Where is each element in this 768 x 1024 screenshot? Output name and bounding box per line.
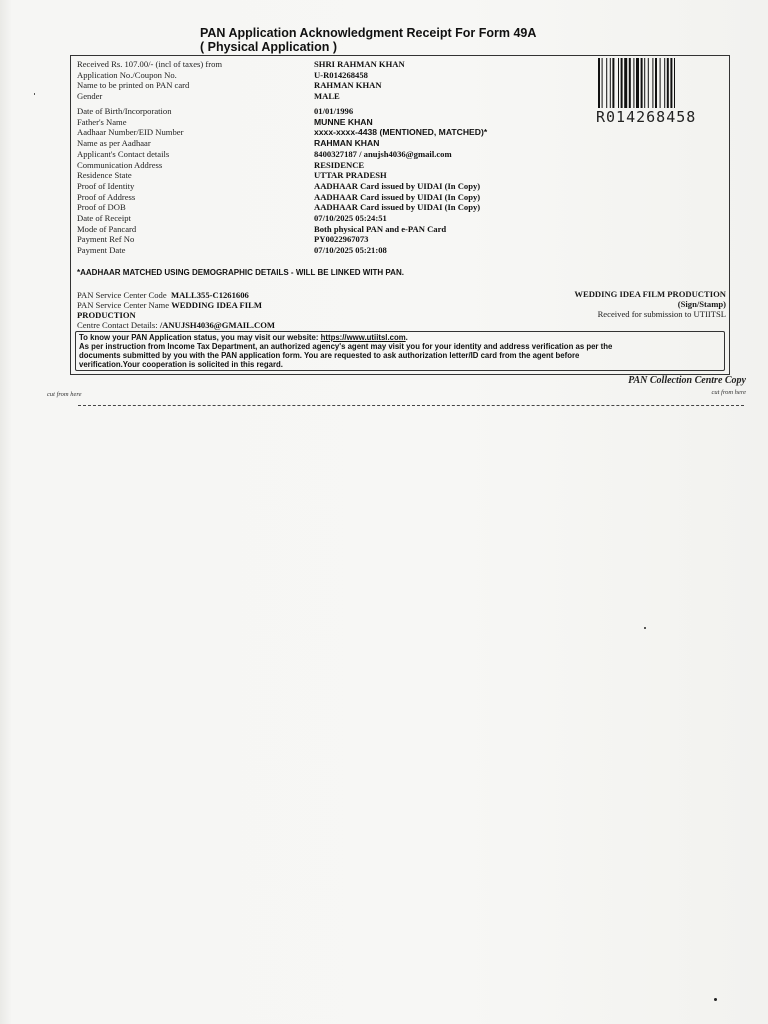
- speck-mark: [714, 998, 717, 1001]
- info-text: [79, 333, 719, 369]
- barcode-bar: [655, 58, 657, 108]
- barcode-bar: [610, 58, 611, 108]
- speck-mark: [34, 93, 35, 95]
- barcode-bar: [606, 58, 607, 108]
- value-gender: MALE: [314, 91, 340, 102]
- barcode-number: R014268458: [596, 108, 697, 126]
- value-aadhaar-number: xxxx-xxxx-4438 (MENTIONED, MATCHED)*: [314, 127, 488, 138]
- label-received: Received Rs. 107.00/- (incl of taxes) from: [77, 59, 223, 69]
- value-dob: 01/01/1996: [314, 106, 354, 117]
- receipt-title: [200, 26, 536, 54]
- barcode-bar: [660, 58, 661, 108]
- value-received: SHRI RAHMAN KHAN: [314, 59, 405, 69]
- barcode-bar: [636, 58, 639, 108]
- cut-here-left: cut from here: [47, 391, 82, 398]
- contact-value: /ANUJSH4036@GMAIL.COM: [159, 320, 276, 330]
- barcode-bar: [644, 58, 645, 108]
- cut-line: [78, 405, 744, 406]
- barcode-bar: [652, 58, 653, 108]
- label-contact: Applicant's Contact details: [77, 148, 170, 159]
- label-gender: Gender: [77, 91, 103, 102]
- value-contact: 8400327187 / anujsh4036@gmail.com: [314, 148, 452, 159]
- copy-label: PAN Collection Centre Copy: [628, 375, 746, 386]
- barcode-bar: [667, 58, 669, 108]
- value-proof-address: AADHAAR Card issued by UIDAI (In Copy): [314, 191, 481, 202]
- value-payment-ref: PY0022967073: [314, 234, 369, 245]
- label-father-name: Father's Name: [77, 116, 127, 127]
- info-line-3: documents submitted by you with the PAN application form. You are requested to ask authorization letter/ID card from the agent before: [79, 351, 580, 360]
- stamp-sign: (Sign/Stamp): [677, 299, 726, 309]
- stamp-received: Received for submission to UTIITSL: [597, 309, 726, 319]
- barcode-bar: [598, 58, 600, 108]
- barcode-bar: [618, 58, 619, 108]
- field-labels: [77, 59, 222, 256]
- info-line-1: To know your PAN Application status, you may visit our website:: [79, 333, 319, 342]
- info-line-4: verification.Your cooperation is solicited in this regard.: [79, 360, 283, 369]
- barcode-bar: [624, 58, 627, 108]
- service-code-label: PAN Service Center Code: [77, 290, 167, 300]
- barcode: [598, 58, 718, 108]
- label-name-on-card: Name to be printed on PAN card: [77, 80, 190, 91]
- barcode-bar: [602, 58, 603, 108]
- barcode-bar: [641, 58, 643, 108]
- value-father-name: MUNNE KHAN: [314, 116, 373, 127]
- cut-here-right: cut from here: [711, 389, 746, 396]
- label-proof-dob: Proof of DOB: [77, 202, 126, 213]
- label-comm-address: Communication Address: [77, 159, 163, 170]
- label-aadhaar-number: Aadhaar Number/EID Number: [77, 127, 184, 138]
- barcode-bar: [664, 58, 665, 108]
- value-aadhaar-name: RAHMAN KHAN: [314, 138, 380, 149]
- label-payment-ref: Payment Ref No: [77, 234, 135, 245]
- barcode-bar: [612, 58, 614, 108]
- label-date-receipt: Date of Receipt: [77, 212, 131, 223]
- info-line-1-end: .: [405, 333, 408, 342]
- value-application-no: U-R014268458: [314, 69, 368, 80]
- label-dob: Date of Birth/Incorporation: [77, 106, 172, 117]
- stamp-block: [574, 289, 726, 319]
- service-name-label: PAN Service Center Name: [77, 300, 170, 310]
- barcode-bar: [621, 58, 623, 108]
- label-proof-identity: Proof of Identity: [77, 180, 135, 191]
- field-values: [314, 59, 487, 256]
- website-link[interactable]: https://www.utiitsl.com: [320, 333, 406, 342]
- barcode-bar: [648, 58, 649, 108]
- value-comm-address: RESIDENCE: [314, 159, 365, 170]
- service-name-value-1: WEDDING IDEA FILM: [171, 300, 262, 310]
- value-name-on-card: RAHMAN KHAN: [314, 80, 382, 91]
- service-name-value-2: PRODUCTION: [77, 310, 136, 320]
- label-mode-pancard: Mode of Pancard: [77, 223, 137, 234]
- label-proof-address: Proof of Address: [77, 191, 136, 202]
- label-application-no: Application No./Coupon No.: [77, 69, 177, 80]
- barcode-bar: [670, 58, 672, 108]
- aadhaar-note: *AADHAAR MATCHED USING DEMOGRAPHIC DETAILS - WILL BE LINKED WITH PAN.: [77, 268, 404, 277]
- value-residence-state: UTTAR PRADESH: [314, 170, 387, 181]
- value-date-receipt: 07/10/2025 05:24:51: [314, 212, 387, 223]
- speck-mark: [644, 627, 646, 629]
- value-payment-date: 07/10/2025 05:21:08: [314, 245, 387, 255]
- title-line-1: PAN Application Acknowledgment Receipt For Form 49A: [200, 26, 537, 40]
- label-payment-date: Payment Date: [77, 245, 126, 255]
- info-line-2: As per instruction from Income Tax Department, an authorized agency's agent may visit you for your identity and address verification as per the: [79, 342, 613, 351]
- title-line-2: ( Physical Application ): [200, 40, 338, 54]
- value-proof-identity: AADHAAR Card issued by UIDAI (In Copy): [314, 180, 481, 191]
- value-mode-pancard: Both physical PAN and e-PAN Card: [314, 223, 447, 234]
- value-proof-dob: AADHAAR Card issued by UIDAI (In Copy): [314, 202, 481, 213]
- stamp-name: WEDDING IDEA FILM PRODUCTION: [574, 289, 726, 299]
- service-code-value: MALL355-C1261606: [170, 290, 249, 300]
- contact-label: Centre Contact Details:: [77, 320, 158, 330]
- label-aadhaar-name: Name as per Aadhaar: [77, 138, 151, 149]
- barcode-bar: [633, 58, 634, 108]
- label-residence-state: Residence State: [77, 170, 132, 181]
- barcode-bar: [674, 58, 675, 108]
- service-center-block: [77, 290, 275, 330]
- barcode-bar: [629, 58, 631, 108]
